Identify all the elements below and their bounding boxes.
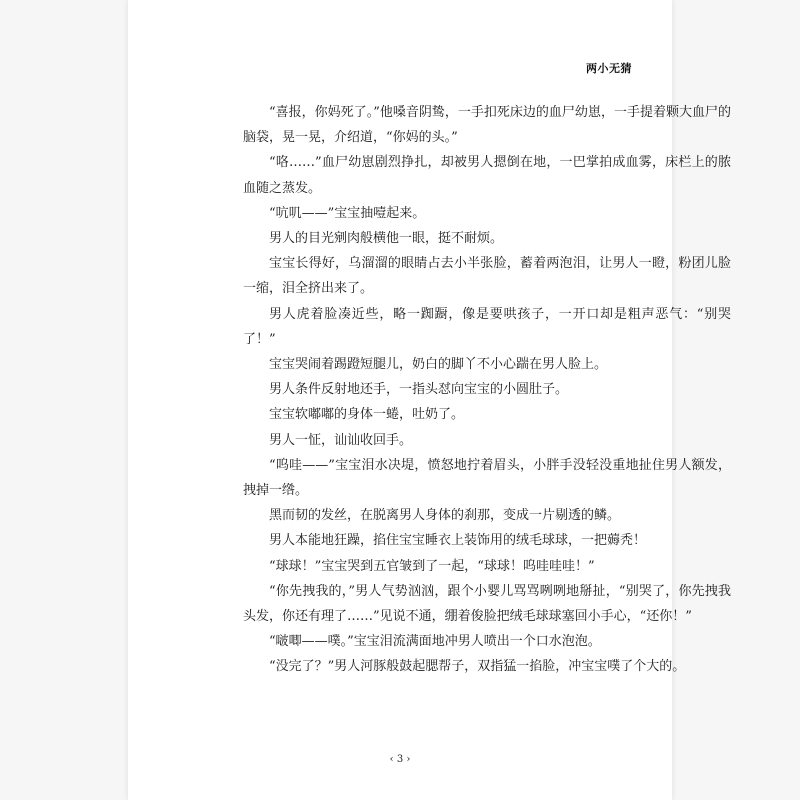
body-text <box>243 100 731 680</box>
paragraph: “你先拽我的，”男人气势汹汹，跟个小婴儿骂骂咧咧地掰扯，“别哭了，你先拽我头发，你还有理了……”见说不通，绷着俊脸把绒毛球球塞回小手心，“还你！” <box>243 583 731 625</box>
paragraph: 黑而韧的发丝，在脱离男人身体的刹那，变成一片剔透的鳞。 <box>269 508 621 524</box>
paragraph: 男人条件反射地还手，一指头怼向宝宝的小圆肚子。 <box>269 382 569 398</box>
paragraph: “没完了？”男人河豚般鼓起腮帮子，双指猛一掐脸，冲宝宝噗了个大的。 <box>269 659 686 675</box>
paragraph: “喜报，你妈死了。”他嗓音阴鸷，一手扣死床边的血尸幼崽，一手提着颗大血尸的脑袋，晃一晃，介绍道，“你妈的头。” <box>243 105 731 146</box>
paragraph: “啵唧——噗。”宝宝泪流满面地冲男人喷出一个口水泡泡。 <box>269 634 601 650</box>
paragraph: 男人本能地狂躁，掐住宝宝睡衣上装饰用的绒毛球球，一把薅秃！ <box>269 533 647 549</box>
paragraph: 宝宝长得好，乌溜溜的眼睛占去小半张脸，蓄着两泡泪，让男人一瞪，粉团儿脸一缩，泪全挤出来了。 <box>243 256 731 297</box>
paragraph: “吭叽——”宝宝抽噎起来。 <box>269 205 426 221</box>
paragraph: 宝宝哭闹着踢蹬短腿儿，奶白的脚丫不小心踹在男人脸上。 <box>269 357 608 373</box>
paragraph: 男人虎着脸凑近些，略一踟蹰，像是要哄孩子，一开口却是粗声恶气：“别哭了！” <box>243 306 731 347</box>
paragraph: 男人的目光剜肉般横他一眼，挺不耐烦。 <box>269 231 504 247</box>
paragraph: “球球！”宝宝哭到五官皱到了一起，“球球！呜哇哇哇！” <box>269 558 595 574</box>
book-page <box>128 0 731 800</box>
paragraph: “呜哇——”宝宝泪水决堤，愤怒地拧着眉头，小胖手没轻没重地扯住男人额发，拽掉一绺。 <box>243 457 731 499</box>
running-head-title: 两小无猜 <box>586 62 632 75</box>
paragraph: 男人一怔，讪讪收回手。 <box>269 432 413 448</box>
paragraph: “咯……”血尸幼崽剧烈挣扎，却被男人摁倒在地，一巴掌拍成血雾，床栏上的脓血随之蒸发。 <box>243 155 731 196</box>
paragraph: 宝宝软嘟嘟的身体一蜷，吐奶了。 <box>269 407 465 423</box>
page-number: ‹ 3 › <box>389 754 411 765</box>
